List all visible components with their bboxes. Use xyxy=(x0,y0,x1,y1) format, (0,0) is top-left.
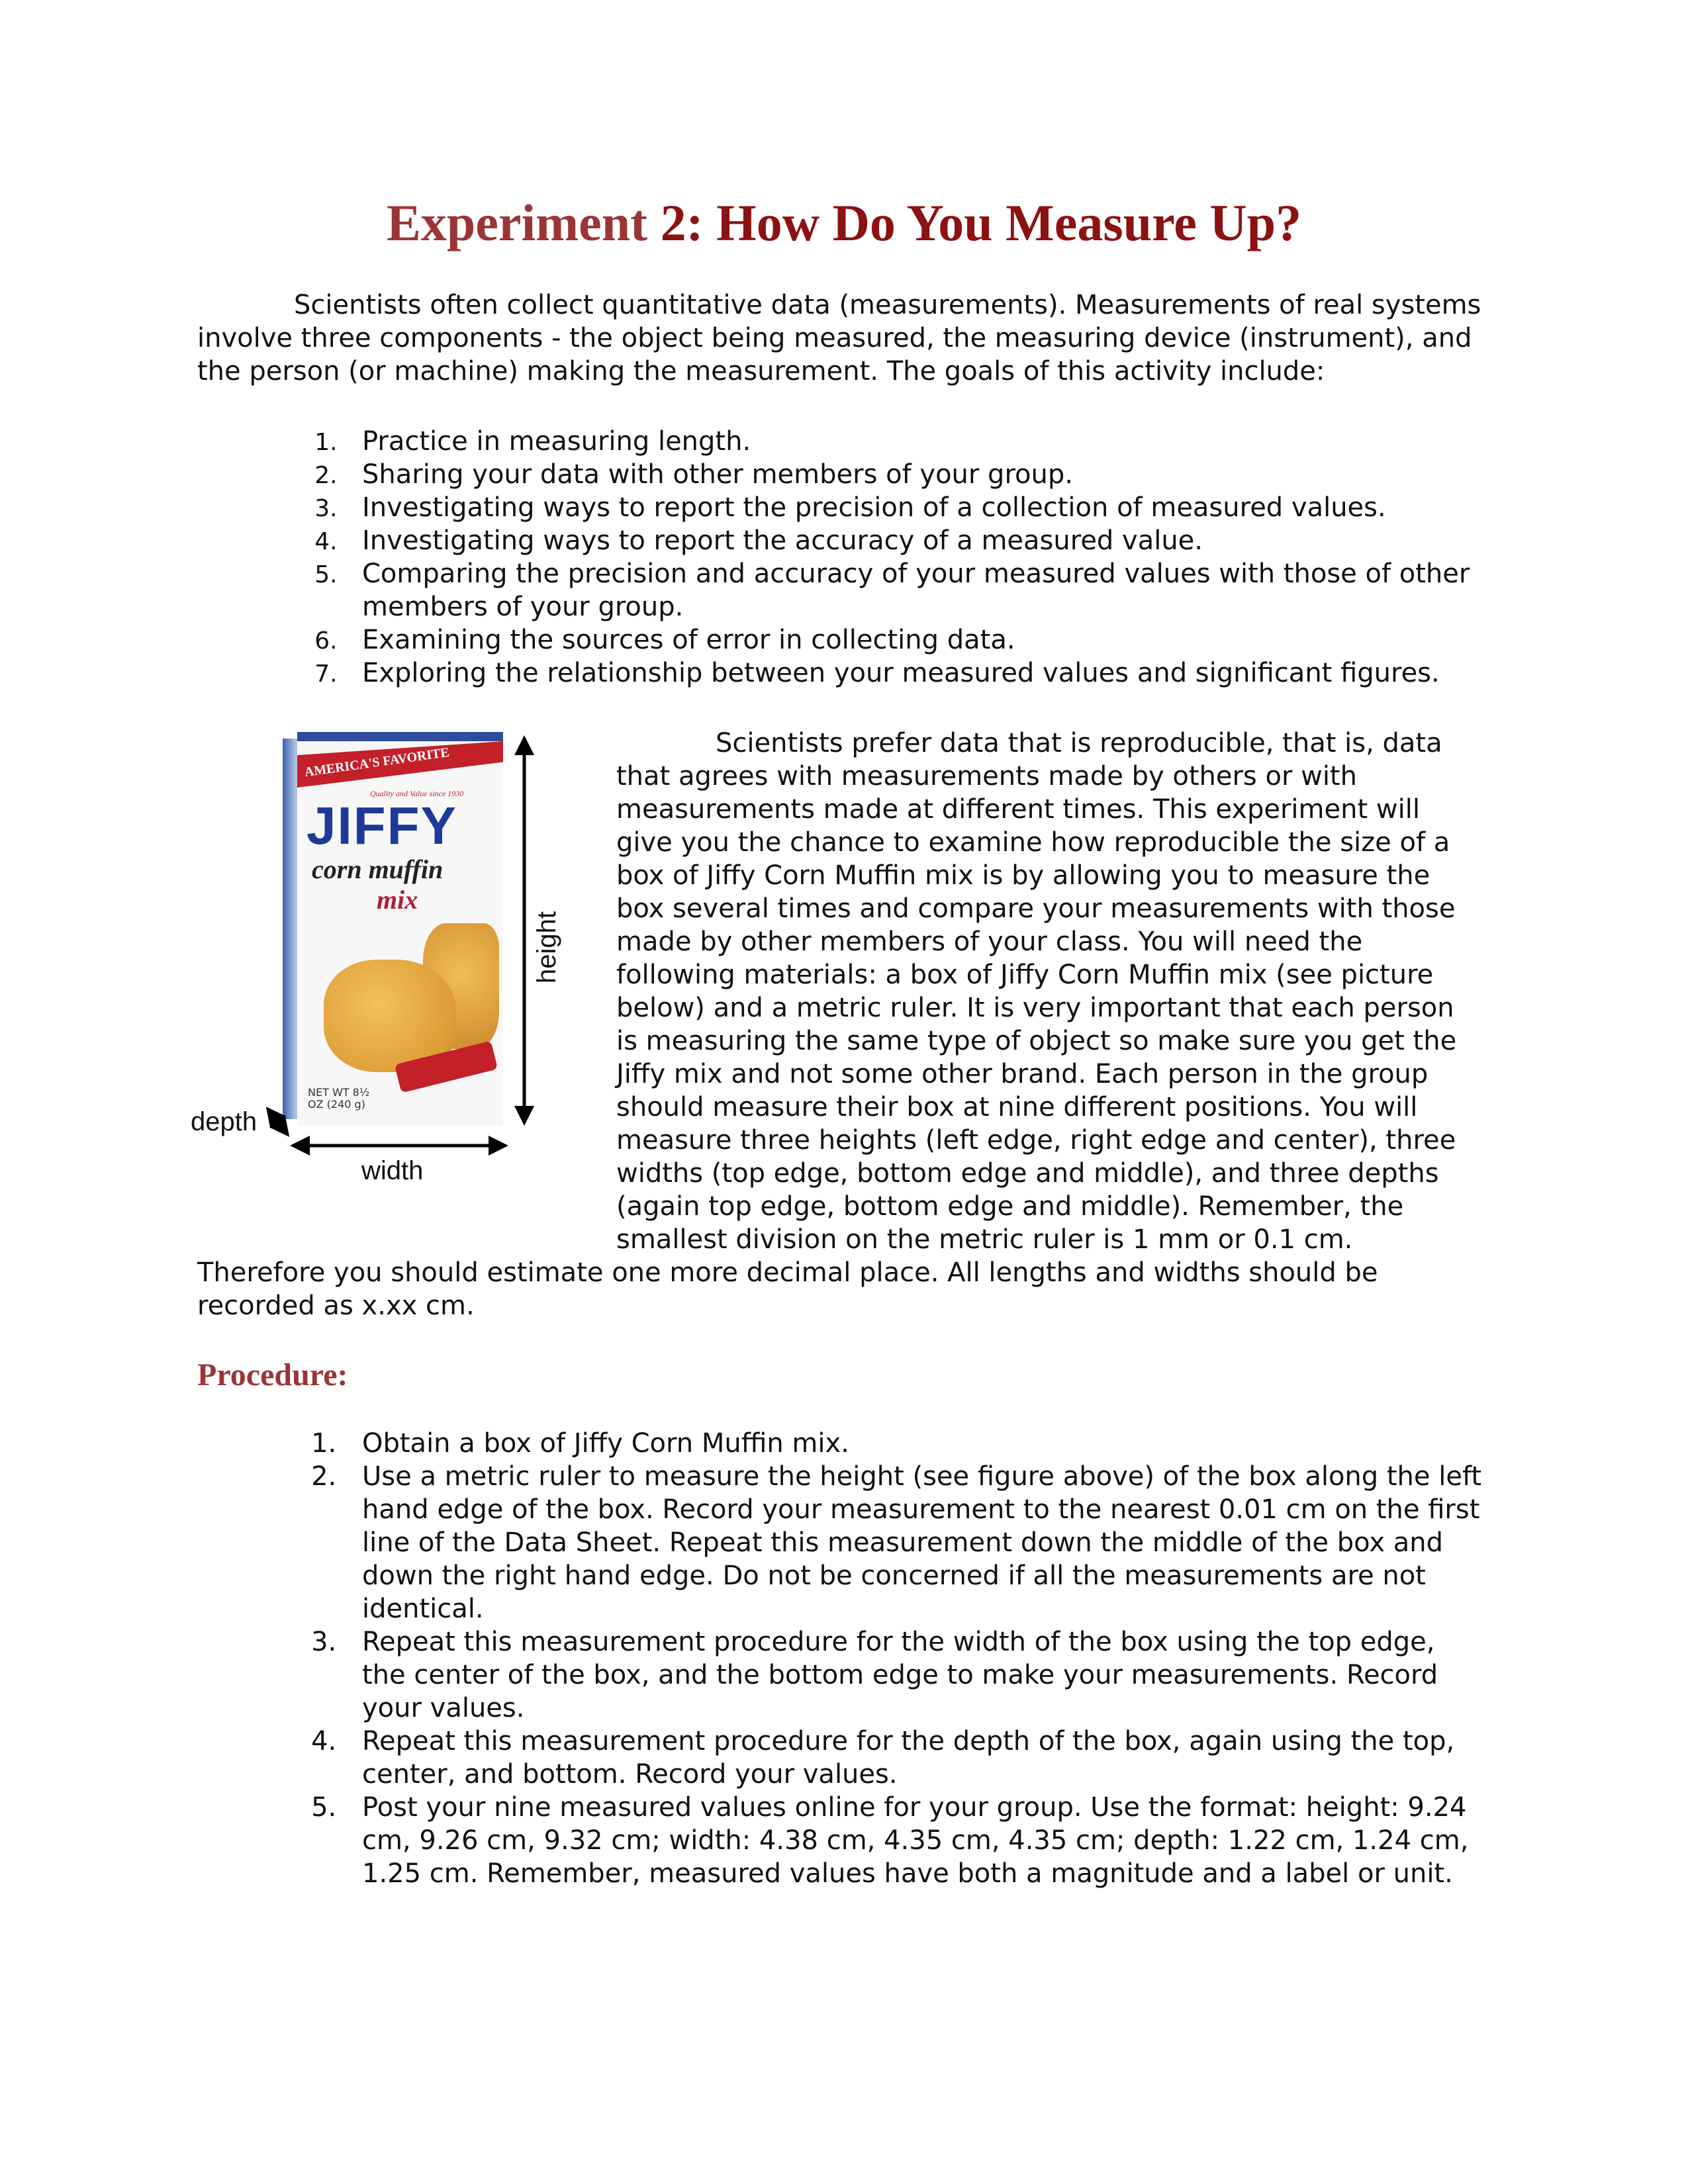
box-tagline: Quality and Value since 1930 xyxy=(370,789,464,798)
box-line1: corn muffin xyxy=(312,854,444,884)
goal-item: 3. Investigating ways to report the precision of a collection of measured values. xyxy=(345,491,1481,524)
intro-paragraph: Scientists often collect quantitative data (measurements). Measurements of real systems involve three components - the object being measured, the measuring device (instrument), and the person (or machine) making the measurement. The goals of this activity include: xyxy=(197,290,1481,387)
procedure-step: 1. Obtain a box of Jiffy Corn Muffin mix. xyxy=(345,1427,1481,1460)
procedure-step: 3. Repeat this measurement procedure for the width of the box using the top edge, the center of the box, and the bottom edge to make your measurements. Record your values. xyxy=(345,1625,1481,1725)
box-net-weight: NET WT 8½ OZ (240 g) xyxy=(308,1086,370,1111)
page-title xyxy=(0,193,1688,253)
box-brand: JIFFY xyxy=(306,796,457,855)
goal-item: 7. Exploring the relationship between your measured values and significant figures. xyxy=(345,657,1481,690)
procedure-step: 2. Use a metric ruler to measure the height (see figure above) of the box along the left hand edge of the box. Record your measurement to the nearest 0.01 cm on the first line of the Data Sheet. Repeat this measurement down the middle of the box and down the right hand edge. Do not be concerned if all the measurements are not identical. xyxy=(345,1460,1481,1625)
title-part1: Experiment xyxy=(386,194,661,251)
goal-item: 1. Practice in measuring length. xyxy=(345,425,1481,458)
width-label: width xyxy=(361,1156,424,1185)
procedure-step: 4. Repeat this measurement procedure for the depth of the box, again using the top, center, and bottom. Record your values. xyxy=(345,1725,1481,1791)
goal-item: 2. Sharing your data with other members of your group. xyxy=(345,458,1481,491)
box-band-text: AMERICA'S FAVORITE xyxy=(303,745,451,780)
goal-item: 4. Investigating ways to report the accuracy of a measured value. xyxy=(345,524,1481,557)
title-part2: 2: How Do You Measure Up? xyxy=(660,194,1302,251)
materials-paragraph: Scientists prefer data that is reproducible, that is, data that agrees with measurements made by others or with measurements made at different times. This experiment will give you the chance to examine how reproducible the size of a box of Jiffy Corn Muffin mix is by allowing you to measure the box several times and compare your measurements with those made by other members of your class. You will need the following materials: a box of Jiffy Corn Muffin mix (see picture below) and a metric ruler. It is very important that each person is measuring the same type of object so make sure you get the Jiffy mix and not some other brand. Each person in the group should measure their box at nine different positions. You will measure three heights (left edge, right edge and center), three widths (top edge, bottom edge and middle), and three depths (again top edge, bottom edge and middle). Remember, the smallest division on the metric ruler is 1 mm or 0.1 cm. Therefore you should estimate one more decimal place. All lengths and widths should be recorded as x.xx cm. xyxy=(197,728,1457,1321)
depth-label: depth xyxy=(191,1107,258,1136)
procedure-step: 5. Post your nine measured values online for your group. Use the format: height: 9.24 cm, 9.26 cm, 9.32 cm; width: 4.38 cm, 4.35 cm, 4.35 cm; depth: 1.22 cm, 1.24 cm, 1.25 cm. Remember, measured values have both a magnitude and a label or unit. xyxy=(345,1791,1481,1890)
depth-arrow xyxy=(272,1115,283,1129)
goals-list xyxy=(197,425,1481,690)
procedure-heading: Procedure: xyxy=(197,1357,348,1392)
goal-item: 6. Examining the sources of error in collecting data. xyxy=(345,623,1481,657)
jiffy-box-figure xyxy=(191,732,616,1228)
height-label: height xyxy=(532,911,561,983)
document-body xyxy=(191,289,1482,1890)
box-line2: mix xyxy=(377,885,418,915)
goal-item: 5. Comparing the precision and accuracy of your measured values with those of other members of your group. xyxy=(345,557,1481,623)
procedure-list xyxy=(197,1427,1481,1890)
